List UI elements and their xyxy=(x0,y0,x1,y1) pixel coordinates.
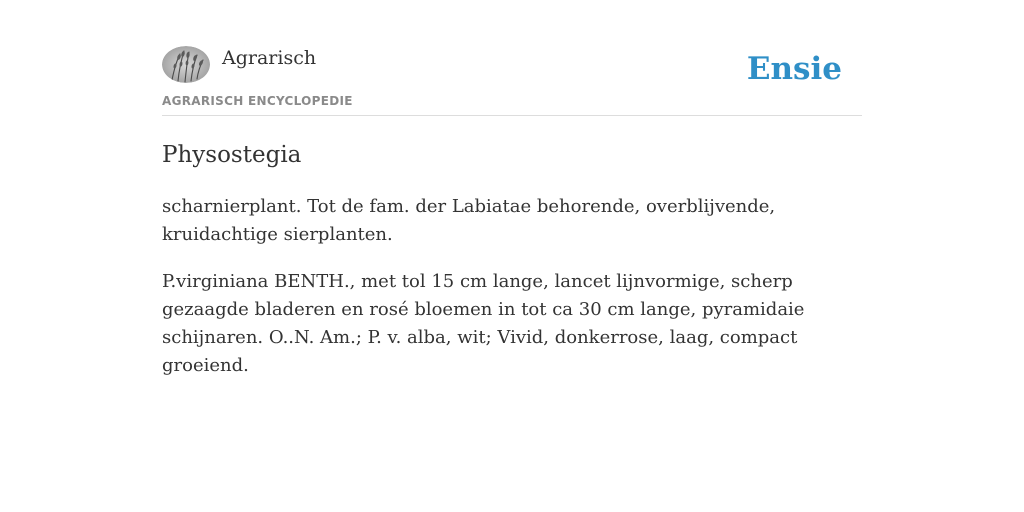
ensie-brand-link[interactable]: Ensie xyxy=(746,51,842,87)
wheat-ear-icon xyxy=(162,46,210,83)
site-name[interactable]: Agrarisch xyxy=(222,47,317,69)
site-header xyxy=(162,0,862,116)
article-title: Physostegia xyxy=(162,142,302,168)
article-paragraph: scharnierplant. Tot de fam. der Labiatae behorende, overblijvende, kruidachtige sierplanten. xyxy=(162,196,776,245)
article-paragraph: P.virginiana BENTH., met tol 15 cm lange, lancet lijnvormige, scherp gezaagde bladeren en rosé bloemen in tot ca 30 cm lange, pyramidaie schijnaren. O..N. Am.; P. v. alba, wit; Vivid, donkerrose, laag, compact groeiend. xyxy=(162,271,805,376)
site-logo-link[interactable] xyxy=(162,46,316,83)
page-container xyxy=(162,0,862,380)
site-subtitle: AGRARISCH ENCYCLOPEDIE xyxy=(162,94,353,108)
